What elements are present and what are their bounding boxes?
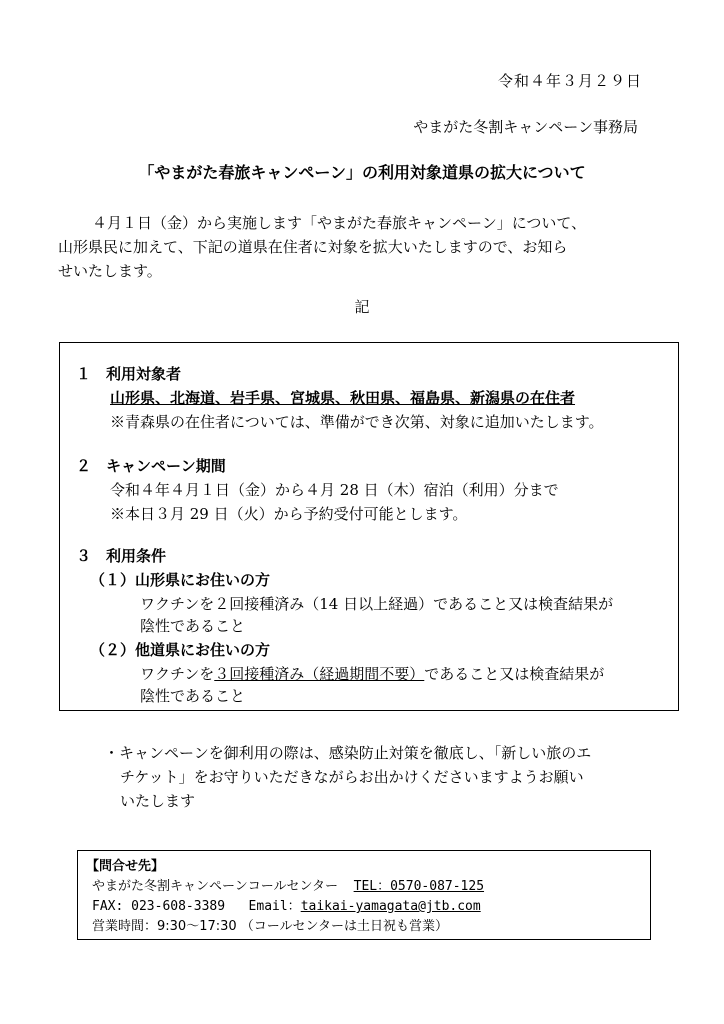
condition-1-heading: （１）山形県にお住いの方 [90, 571, 271, 589]
bullet-note-line-1: ・キャンペーンを御利用の際は、感染防止対策を徹底し、「新しい旅のエ [104, 744, 592, 762]
contact-heading: 【問合せ先】 [86, 859, 165, 874]
contact-box [77, 850, 651, 940]
section-2-heading: ２ キャンペーン期間 [76, 457, 226, 475]
call-center-tel[interactable]: TEL：0570-087-125 [353, 879, 485, 894]
condition-2-line-2: 陰性であること [140, 687, 246, 705]
target-prefectures: 山形県、北海道、岩手県、宮城県、秋田県、福島県、新潟県の在住者 [110, 389, 576, 407]
contact-center-line [92, 875, 484, 894]
email-label: Email： [248, 899, 301, 914]
business-hours: 営業時間：9:30～17:30 （コールセンターは土日祝も営業） [92, 919, 449, 934]
condition-2-underlined: ３回接種済み（経過期間不要） [214, 665, 425, 683]
details-box [59, 342, 679, 711]
condition-1-line-1: ワクチンを２回接種済み（14 日以上経過）であること又は検査結果が [140, 595, 614, 613]
campaign-period: 令和４年４月１日（金）から４月 28 日（木）宿泊（利用）分まで [110, 481, 559, 499]
call-center-name: やまがた冬割キャンペーンコールセンター [92, 879, 338, 894]
bullet-note-line-2: チケット」をお守りいただきながらお出かけくださいますようお願い [120, 768, 584, 786]
email-link[interactable]: taikai-yamagata@jtb.com [300, 899, 481, 914]
issuing-organization: やまがた冬割キャンペーン事務局 [413, 118, 638, 136]
section-1-note: ※青森県の在住者については、準備ができ次第、対象に追加いたします。 [110, 413, 604, 431]
section-3-heading: ３ 利用条件 [76, 547, 167, 565]
ki-heading: 記 [354, 298, 370, 316]
condition-2-line-1 [140, 663, 604, 684]
bullet-note-line-3: いたします [120, 792, 196, 810]
condition-2-heading: （２）他道県にお住いの方 [90, 641, 271, 659]
contact-fax-email-line [92, 895, 481, 914]
fax-number: FAX: 023-608-3389 [92, 899, 226, 914]
intro-line-3: せいたします。 [58, 262, 162, 280]
condition-1-line-2: 陰性であること [140, 617, 246, 635]
condition-2-text-pre: ワクチンを [140, 665, 215, 683]
document-date: 令和４年３月２９日 [497, 72, 642, 90]
condition-2-text-post: であること又は検査結果が [424, 665, 605, 683]
intro-line-2: 山形県民に加えて、下記の道県在住者に対象を拡大いたしますので、お知ら [58, 238, 568, 256]
document-title: 「やまがた春旅キャンペーン」の利用対象道県の拡大について [138, 163, 586, 182]
section-2-note: ※本日３月 29 日（火）から予約受付可能とします。 [110, 505, 468, 523]
section-1-heading: １ 利用対象者 [76, 365, 182, 383]
intro-line-1: ４月１日（金）から実施します「やまがた春旅キャンペーン」について、 [92, 214, 587, 232]
